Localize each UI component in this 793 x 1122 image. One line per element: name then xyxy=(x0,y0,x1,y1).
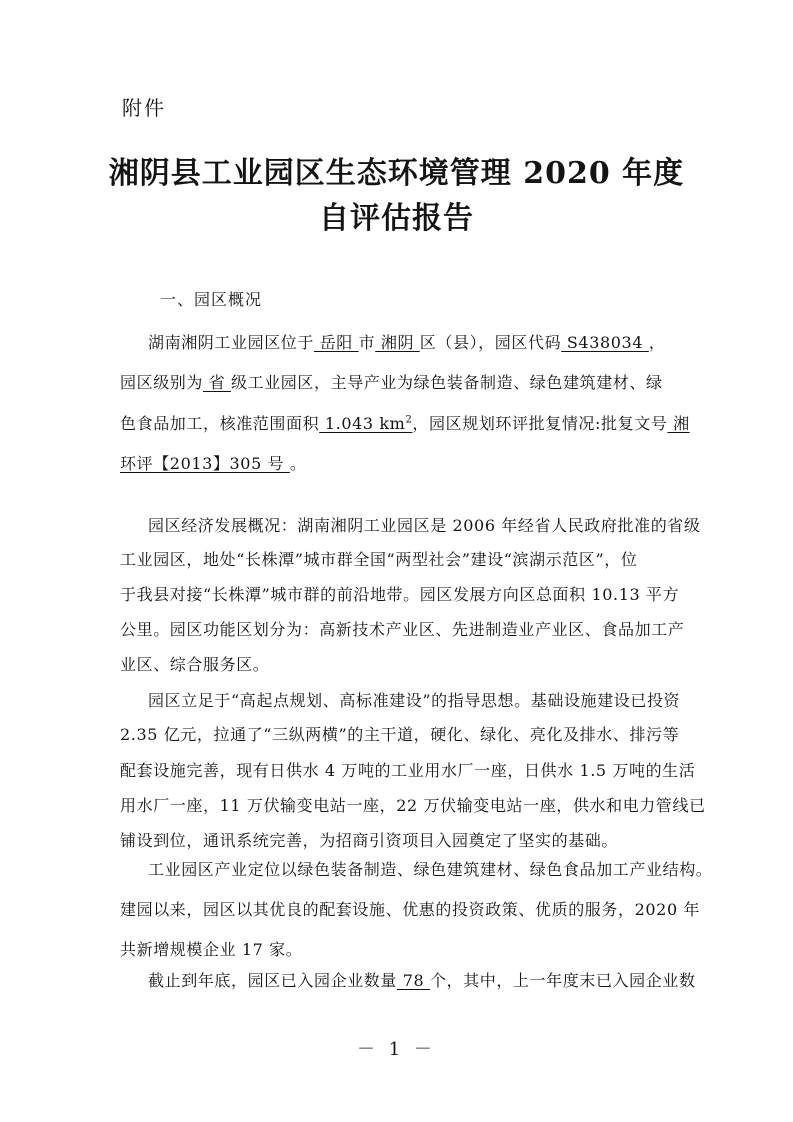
p1-text: 园区级别为 xyxy=(120,373,204,392)
p2-line: 公里。园区功能区划分为：高新技术产业区、先进制造业产业区、食品加工产 xyxy=(120,620,685,639)
p1-text: 市 xyxy=(358,333,376,352)
report-title-line2: 自评估报告 xyxy=(319,201,474,236)
p5-line1 xyxy=(148,968,695,991)
p1-text: ， xyxy=(648,333,666,352)
p1-text: 色食品加工，核准范围面积 xyxy=(120,414,320,433)
p1-line4 xyxy=(120,451,695,474)
p4-line: 工业园区产业定位以绿色装备制造、绿色建筑建材、绿色食品加工产业结构。 xyxy=(148,860,713,879)
p2-line: 于我县对接“长株潭”城市群的前沿地带。园区发展方向区总面积 10.13 平方 xyxy=(120,585,680,604)
p5-text: 个，其中，上一年度末已入园企业数 xyxy=(429,971,696,990)
park-level-field: 省 xyxy=(203,373,231,392)
p2-line: 园区经济发展概况：湖南湘阴工业园区是 2006 年经省人民政府批准的省级 xyxy=(148,516,701,535)
p1-line1 xyxy=(148,330,695,353)
p1-text: 。 xyxy=(289,454,307,473)
p2-line: 业区、综合服务区。 xyxy=(120,655,270,674)
area-unit-superscript: 2 xyxy=(405,414,413,426)
p1-text: ，园区规划环评批复情况:批复文号 xyxy=(412,414,668,433)
p1-text: 区（县），园区代码 xyxy=(419,333,562,352)
area-value: 1.043 km xyxy=(319,414,406,433)
p3-line: 2.35 亿元，拉通了“三纵两横”的主干道，硬化、绿化、亮化及排水、排污等 xyxy=(120,725,680,744)
p1-text: 湖南湘阴工业园区位于 xyxy=(148,333,315,352)
p3-line: 用水厂一座，11 万伏输变电站一座，22 万伏输变电站一座，供水和电力管线已 xyxy=(120,796,706,815)
p4-line: 共新增规模企业 17 家。 xyxy=(120,940,303,959)
p3-line: 园区立足于“高起点规划、高标准建设”的指导思想。基础设施建设已投资 xyxy=(148,691,681,710)
p1-line2 xyxy=(120,370,695,393)
area-field xyxy=(319,414,412,433)
p5-text: 截止到年底，园区已入园企业数量 xyxy=(148,971,398,990)
p3-line: 配套设施完善，现有日供水 4 万吨的工业用水厂一座，日供水 1.5 万吨的生活 xyxy=(120,761,696,780)
park-code-field: S438034 xyxy=(561,333,649,352)
section-heading-overview: 一、园区概况 xyxy=(160,290,263,309)
approval-number-part1: 湘 xyxy=(667,414,690,433)
p4-line: 建园以来，园区以其优良的配套设施、优惠的投资政策、优质的服务，2020 年 xyxy=(120,900,701,919)
page-number: － 1 － xyxy=(357,1039,436,1060)
p2-line: 工业园区，地处“长株潭”城市群全国“两型社会”建设“滨湖示范区”，位 xyxy=(120,550,638,569)
city-field: 岳阳 xyxy=(314,333,359,352)
attachment-label: 附件 xyxy=(122,96,166,120)
p1-line3 xyxy=(120,411,695,434)
p3-line: 铺设到位，通讯系统完善，为招商引资项目入园奠定了坚实的基础。 xyxy=(120,831,619,850)
district-field: 湘阴 xyxy=(375,333,420,352)
p1-text: 级工业园区，主导产业为绿色装备制造、绿色建筑建材、绿 xyxy=(231,373,663,392)
report-title-line1: 湘阴县工业园区生态环境管理 2020 年度 xyxy=(108,156,685,191)
enterprise-count-field: 78 xyxy=(397,971,430,990)
approval-number-part2: 环评【2013】305 号 xyxy=(120,454,290,473)
